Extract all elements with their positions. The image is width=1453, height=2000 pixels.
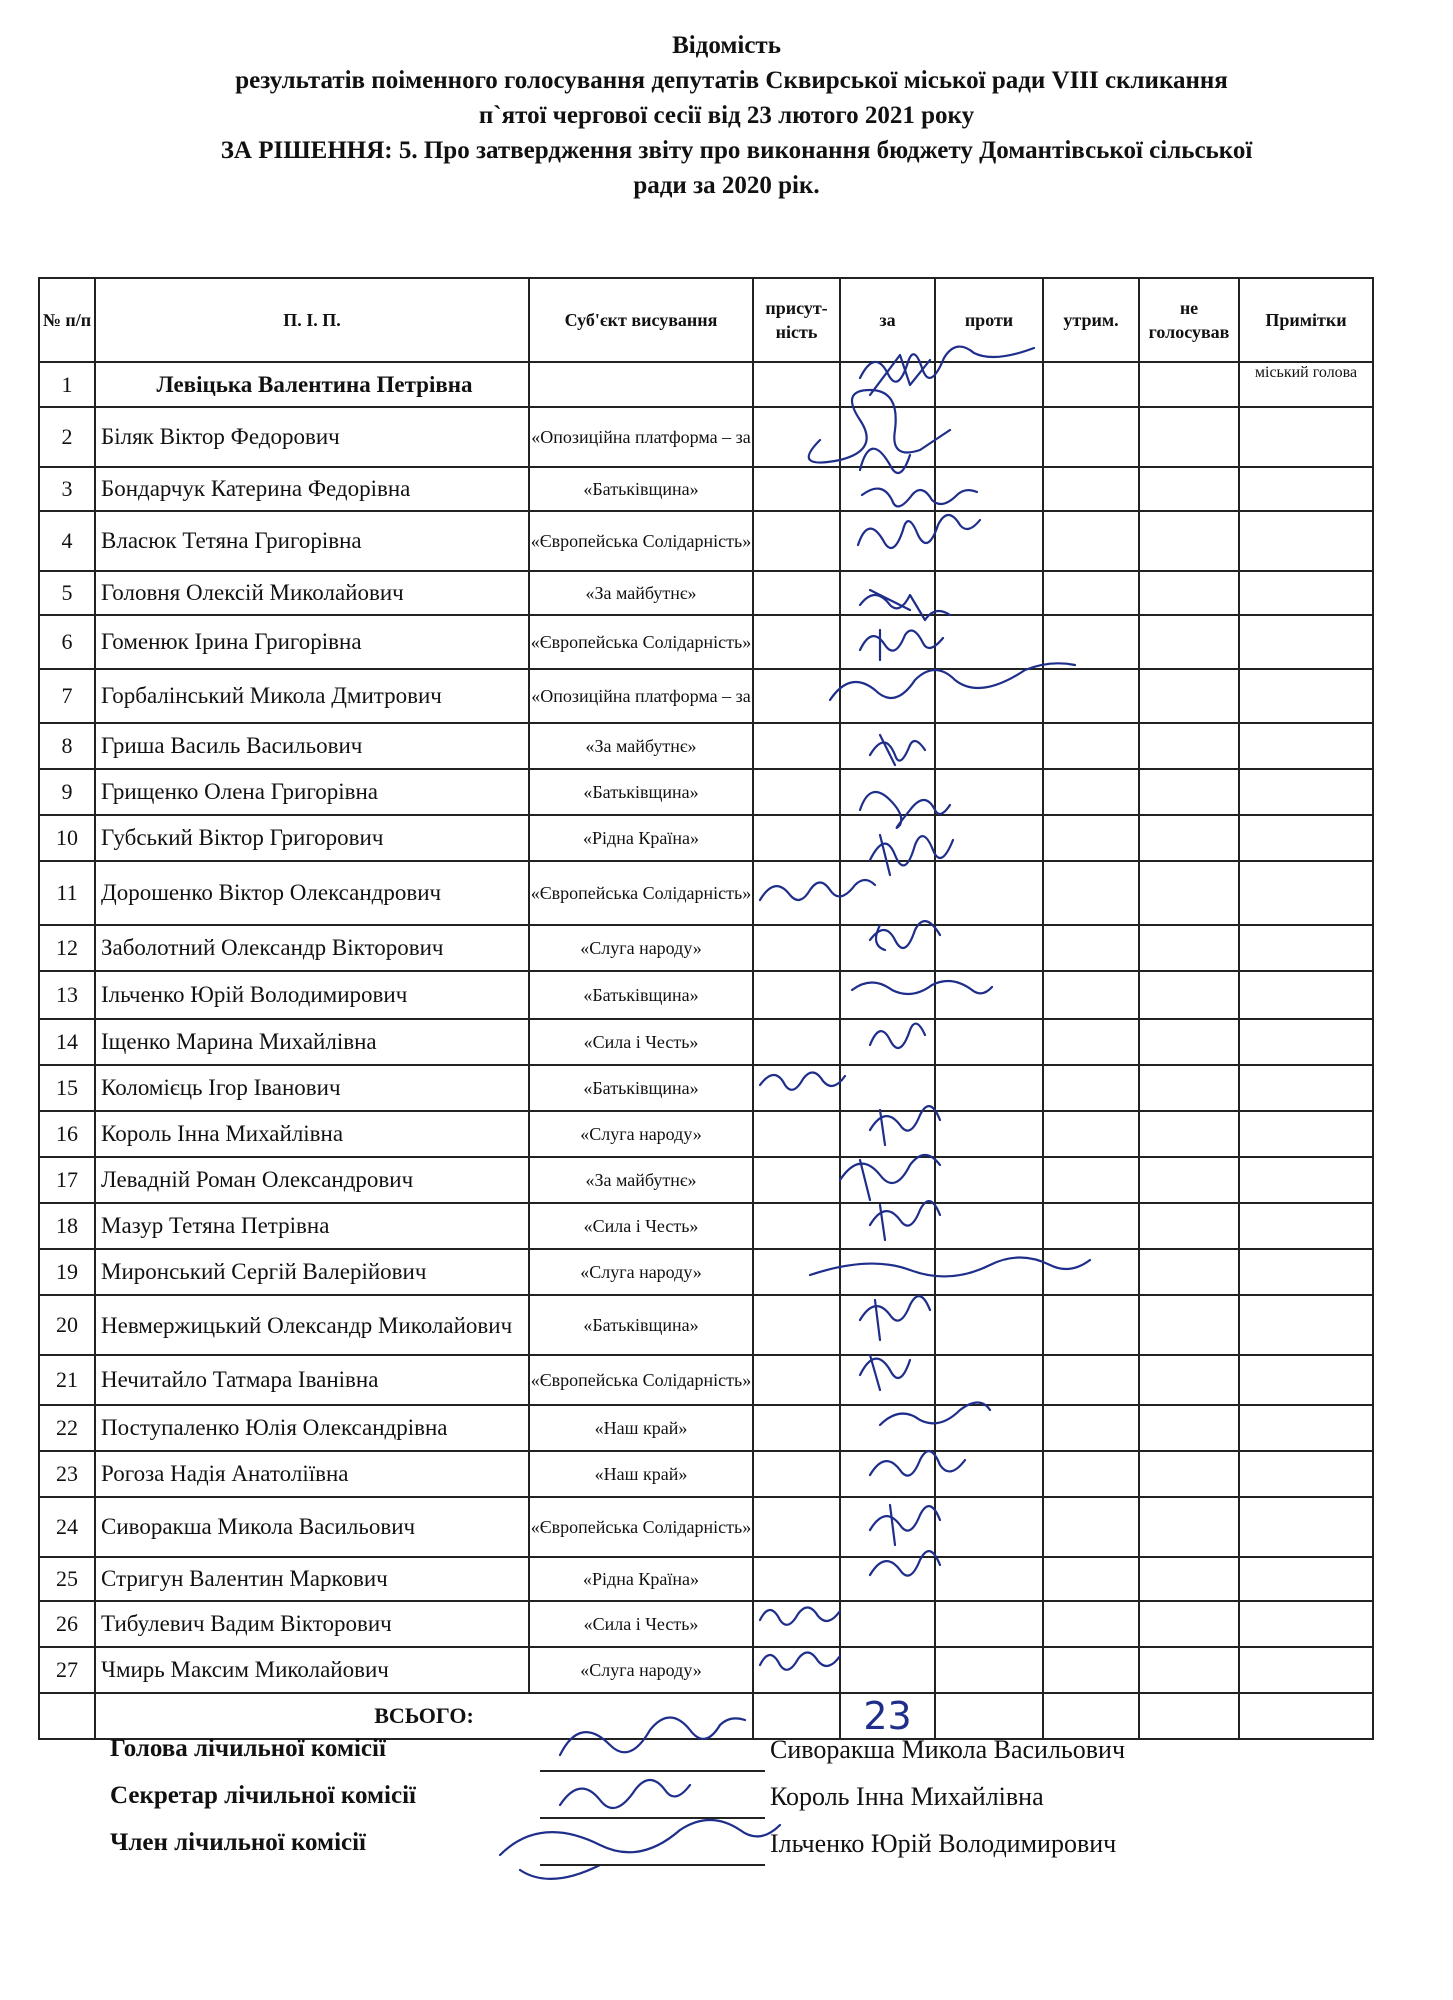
- deputy-name: Губський Віктор Григорович: [95, 815, 529, 861]
- deputy-name: Біляк Віктор Федорович: [95, 407, 529, 467]
- deputy-name: Мазур Тетяна Петрівна: [95, 1203, 529, 1249]
- col-num: № п/п: [39, 278, 95, 362]
- row-num: 23: [39, 1451, 95, 1497]
- table-row: [39, 467, 1373, 511]
- row-num: 25: [39, 1557, 95, 1601]
- document-header: [0, 28, 1453, 203]
- table-row: [39, 723, 1373, 769]
- deputy-party: «Слуга народу»: [529, 1249, 753, 1295]
- table-row: [39, 1019, 1373, 1065]
- deputy-name: Миронський Сергій Валерійович: [95, 1249, 529, 1295]
- row-num: 20: [39, 1295, 95, 1355]
- deputy-name: Власюк Тетяна Григорівна: [95, 511, 529, 571]
- deputy-party: «Слуга народу»: [529, 925, 753, 971]
- total-row: [39, 1693, 1373, 1739]
- row-num: 13: [39, 971, 95, 1019]
- table-row: [39, 571, 1373, 615]
- table-row: [39, 1111, 1373, 1157]
- col-against: проти: [935, 278, 1043, 362]
- row-num: 6: [39, 615, 95, 669]
- commission-secretary-name: Король Інна Михайлівна: [770, 1782, 1044, 1811]
- deputy-name: Левадній Роман Олександрович: [95, 1157, 529, 1203]
- deputy-name: Поступаленко Юлія Олександрівна: [95, 1405, 529, 1451]
- col-notes: Примітки: [1239, 278, 1373, 362]
- deputy-party: «За майбутнє»: [529, 1157, 753, 1203]
- deputy-party: «Європейська Солідарність»: [529, 861, 753, 925]
- row-num: 5: [39, 571, 95, 615]
- table-row: [39, 511, 1373, 571]
- table-row: [39, 1601, 1373, 1647]
- deputy-party: «Наш край»: [529, 1405, 753, 1451]
- deputy-name: Король Інна Михайлівна: [95, 1111, 529, 1157]
- deputy-party: «За майбутнє»: [529, 723, 753, 769]
- row-num: 12: [39, 925, 95, 971]
- row-num: 19: [39, 1249, 95, 1295]
- table-row: [39, 362, 1373, 407]
- table-row: [39, 407, 1373, 467]
- document-subtitle: результатів поіменного голосування депутатів Сквирської міської ради VIII скликання: [235, 67, 1228, 94]
- table-row: [39, 1355, 1373, 1405]
- col-party: Суб'єкт висування: [529, 278, 753, 362]
- deputy-name: Дорошенко Віктор Олександрович: [95, 861, 529, 925]
- deputy-name: Грищенко Олена Григорівна: [95, 769, 529, 815]
- deputy-party: «Рідна Країна»: [529, 815, 753, 861]
- deputy-party: «Слуга народу»: [529, 1111, 753, 1157]
- commission-head-name: Сиворакша Микола Васильович: [770, 1735, 1126, 1764]
- col-abstain: утрим.: [1043, 278, 1139, 362]
- deputy-party: «Сила і Честь»: [529, 1601, 753, 1647]
- row-num: 10: [39, 815, 95, 861]
- total-for-value: 23: [840, 1693, 935, 1739]
- deputy-name: Іщенко Марина Михайлівна: [95, 1019, 529, 1065]
- row-num: 1: [39, 362, 95, 407]
- row-num: 14: [39, 1019, 95, 1065]
- deputy-party: «Батьківщина»: [529, 971, 753, 1019]
- deputy-name: Рогоза Надія Анатоліївна: [95, 1451, 529, 1497]
- deputy-name: Коломієць Ігор Іванович: [95, 1065, 529, 1111]
- table-row: [39, 1295, 1373, 1355]
- deputy-name: Левіцька Валентина Петрівна: [95, 362, 529, 407]
- deputy-party: «Слуга народу»: [529, 1647, 753, 1693]
- deputy-name: Тибулевич Вадим Вікторович: [95, 1601, 529, 1647]
- row-num: 3: [39, 467, 95, 511]
- decision-line-cont: ради за 2020 рік.: [633, 172, 820, 199]
- table-header-row: [39, 278, 1373, 362]
- deputy-name: Стригун Валентин Маркович: [95, 1557, 529, 1601]
- deputy-name: Нечитайло Татмара Іванівна: [95, 1355, 529, 1405]
- table-row: [39, 971, 1373, 1019]
- deputy-name: Гоменюк Ірина Григорівна: [95, 615, 529, 669]
- table-row: [39, 769, 1373, 815]
- deputy-name: Ільченко Юрій Володимирович: [95, 971, 529, 1019]
- table-row: [39, 815, 1373, 861]
- deputy-name: Гриша Василь Васильович: [95, 723, 529, 769]
- table-row: [39, 1451, 1373, 1497]
- signature-line: [540, 1817, 765, 1819]
- signature-line: [540, 1770, 765, 1772]
- deputy-party: «Опозиційна платформа – за: [529, 669, 753, 723]
- commission-secretary-role: Секретар лічильної комісії: [110, 1782, 416, 1809]
- signature-commission-member: [500, 1820, 780, 1879]
- vote-table: [38, 277, 1374, 1740]
- row-num: 26: [39, 1601, 95, 1647]
- table-row: [39, 925, 1373, 971]
- table-row: [39, 1249, 1373, 1295]
- total-label: ВСЬОГО:: [95, 1693, 753, 1739]
- deputy-party: «Батьківщина»: [529, 467, 753, 511]
- row-num: 8: [39, 723, 95, 769]
- commission-member-role: Член лічильної комісії: [110, 1829, 367, 1856]
- deputy-name: Чмирь Максим Миколайович: [95, 1647, 529, 1693]
- deputy-party: «Європейська Солідарність»: [529, 511, 753, 571]
- deputy-party: «Європейська Солідарність»: [529, 1355, 753, 1405]
- deputy-party: «Наш край»: [529, 1451, 753, 1497]
- signature-commission-secretary: [560, 1780, 690, 1808]
- col-for: за: [840, 278, 935, 362]
- deputy-party: «Опозиційна платформа – за: [529, 407, 753, 467]
- row-num: 2: [39, 407, 95, 467]
- deputy-party: «Батьківщина»: [529, 769, 753, 815]
- signature-line: [540, 1864, 765, 1866]
- row-num: 16: [39, 1111, 95, 1157]
- row-num: 7: [39, 669, 95, 723]
- document-title: Відомість: [672, 32, 781, 59]
- table-row: [39, 1647, 1373, 1693]
- table-row: [39, 669, 1373, 723]
- row-note: міський голова: [1239, 362, 1373, 407]
- deputy-party: [529, 362, 753, 407]
- table-row: [39, 1065, 1373, 1111]
- row-num: 15: [39, 1065, 95, 1111]
- row-num: 21: [39, 1355, 95, 1405]
- row-num: 24: [39, 1497, 95, 1557]
- table-row: [39, 861, 1373, 925]
- commission-member-name: Ільченко Юрій Володимирович: [770, 1829, 1117, 1858]
- table-row: [39, 1203, 1373, 1249]
- row-num: 22: [39, 1405, 95, 1451]
- row-num: 11: [39, 861, 95, 925]
- table-row: [39, 1497, 1373, 1557]
- deputy-name: Головня Олексій Миколайович: [95, 571, 529, 615]
- deputy-party: «Батьківщина»: [529, 1295, 753, 1355]
- row-num: 4: [39, 511, 95, 571]
- deputy-name: Заболотний Олександр Вікторович: [95, 925, 529, 971]
- table-row: [39, 1557, 1373, 1601]
- table-row: [39, 1157, 1373, 1203]
- deputy-party: «Рідна Країна»: [529, 1557, 753, 1601]
- row-num: 9: [39, 769, 95, 815]
- deputy-party: «Сила і Честь»: [529, 1203, 753, 1249]
- col-not-voting: не голосував: [1139, 278, 1239, 362]
- row-num: 27: [39, 1647, 95, 1693]
- deputy-party: «Європейська Солідарність»: [529, 615, 753, 669]
- table-row: [39, 615, 1373, 669]
- row-num: 18: [39, 1203, 95, 1249]
- table-row: [39, 1405, 1373, 1451]
- deputy-party: «Європейська Солідарність»: [529, 1497, 753, 1557]
- decision-line: ЗА РІШЕННЯ: 5. Про затвердження звіту про виконання бюджету Домантівської сільської: [220, 137, 1253, 164]
- deputy-name: Сиворакша Микола Васильович: [95, 1497, 529, 1557]
- session-line: п`ятої чергової сесії від 23 лютого 2021 року: [478, 102, 975, 129]
- commission-head-role: Голова лічильної комісії: [110, 1735, 386, 1762]
- deputy-party: «Батьківщина»: [529, 1065, 753, 1111]
- col-name: П. І. П.: [95, 278, 529, 362]
- deputy-party: «За майбутнє»: [529, 571, 753, 615]
- deputy-name: Невмержицький Олександр Миколайович: [95, 1295, 529, 1355]
- row-num: 17: [39, 1157, 95, 1203]
- deputy-party: «Сила і Честь»: [529, 1019, 753, 1065]
- deputy-name: Горбалінський Микола Дмитрович: [95, 669, 529, 723]
- deputy-name: Бондарчук Катерина Федорівна: [95, 467, 529, 511]
- col-present: присут-ність: [753, 278, 840, 362]
